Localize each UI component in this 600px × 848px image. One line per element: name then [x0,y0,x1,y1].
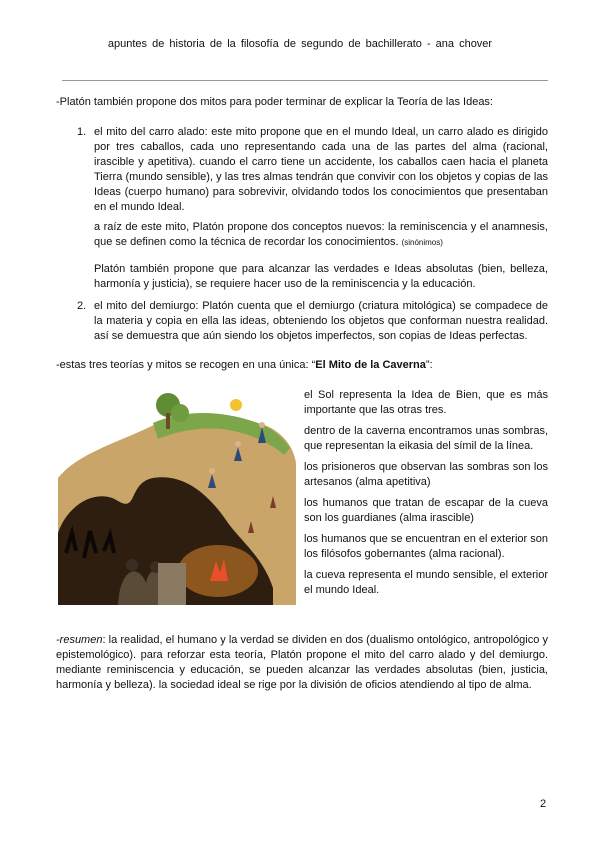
list-item-carro-alado: el mito del carro alado: este mito propone que en el mundo Ideal, un carro alado es dirigido por tres caballos, cada uno representando cada una de las partes del alma (racional, irascible y apetitiva). cuando el carro tiene un accidente, los caballos caen hacia el planeta Tierra (mundo sensible), y las tres almas tendrán que convivir con los objetos y copias de las Ideas (cuerpo humano) para sobrevivir, olvidando todos los conocimientos que presentaban en el mundo Ideal. [94,126,548,213]
caption-cueva: la cueva representa el mundo sensible, el exterior el mundo Ideal. [304,569,548,596]
anamnesis-paragraph [94,220,548,250]
caption-guardianes: los humanos que tratan de escapar de la cueva son los guardianes (alma irascible) [304,497,548,524]
caption-sombras: dentro de la caverna encontramos unas sombras, que representan la eikasia del símil de la línea. [304,425,548,452]
list-number-1: 1. [77,126,87,138]
caverna-title: El Mito de la Caverna [315,359,426,371]
caption-prisioneros: los prisioneros que observan las sombras son los artesanos (alma apetitiva) [304,461,548,488]
summary-text: : la realidad, el humano y la verdad se dividen en dos (dualismo ontológico, antropológico y epistemológico). para reforzar esta teoría, Platón propone el mito del carro alado y del demiurgo. mediante reminiscencia y educación, se pueden alcanzar las verdades absolutas (bien, justicia, harmonía y belleza). la sociedad ideal se rige por la división de oficios atendiendo al tipo de alma. [56,634,548,691]
caverna-intro-pre: -estas tres teorías y mitos se recogen en una única: “ [56,359,316,371]
stone-wall [158,563,186,605]
verdades-paragraph: Platón también propone que para alcanzar las verdades e Ideas absolutas (bien, belleza, harmonía y justicia), se requiere hacer uso de la reminiscencia y la educación. [94,263,548,290]
sun-icon [230,399,242,411]
intro-paragraph: -Platón también propone dos mitos para poder terminar de explicar la Teoría de las Ideas: [56,96,493,108]
cave-allegory-illustration [58,383,296,605]
header-divider [62,80,548,81]
caption-filosofos: los humanos que se encuentran en el exterior son los filósofos gobernantes (alma racional). [304,533,548,560]
anamnesis-note: (sinónimos) [401,238,443,247]
page-number: 2 [540,798,547,810]
list-number-2: 2. [77,300,87,312]
summary-label: -resumen [56,634,103,646]
anamnesis-text: a raíz de este mito, Platón propone dos conceptos nuevos: la reminiscencia y el anamnesis, que se definen como la técnica de recordar los conocimientos. [94,221,548,248]
caverna-intro-post: ”: [425,359,433,371]
tree-icon [171,404,189,422]
summary-paragraph [56,633,548,693]
caption-sol: el Sol representa la Idea de Bien, que es más importante que las otras tres. [304,389,548,416]
list-item-demiurgo: el mito del demiurgo: Platón cuenta que el demiurgo (criatura mitológica) se compadece de la materia y copia en ella las ideas, obteniendo los objetos que conforman nuestra realidad. así se demuestra que aún siendo los objetos imperfectos, son copias de Ideas perfectas. [94,300,548,342]
page-header: apuntes de historia de la filosofía de segundo de bachillerato - ana chover [107,38,493,50]
caverna-intro [56,358,546,373]
